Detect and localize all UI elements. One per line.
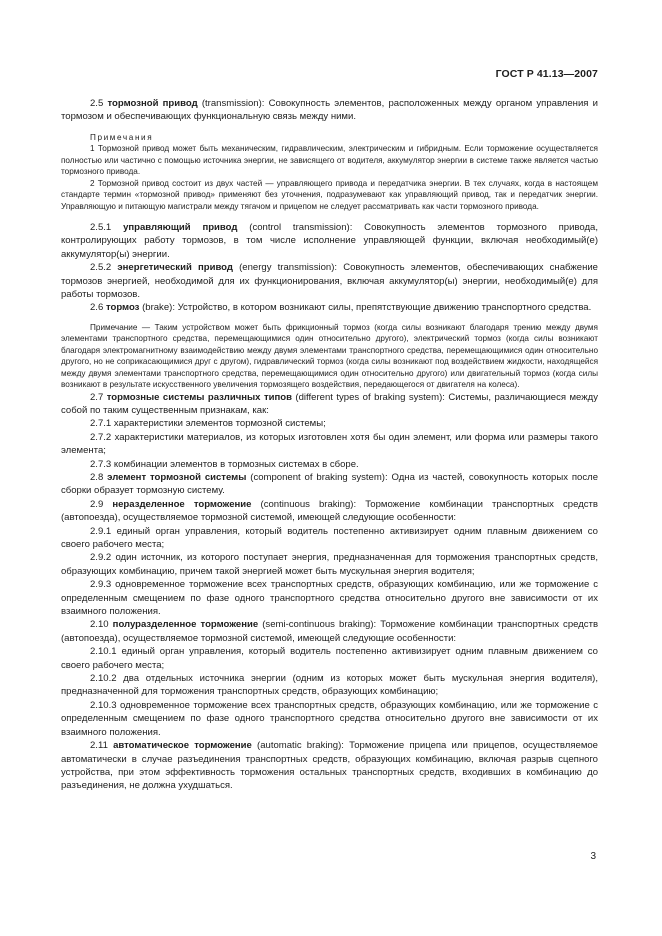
clause-number: 2.8 [90, 471, 108, 483]
clause-number: 2.7.3 [90, 458, 114, 470]
note-paragraph [61, 178, 598, 212]
clause-number: Примечания [90, 132, 154, 142]
clause-number: 2.9 [90, 498, 113, 510]
clause-number: 2.5 [90, 98, 108, 109]
paragraph-text: комбинации элементов в тормозных системах в сборе. [113, 458, 359, 470]
term-definition-title: элемент тормозной системы [107, 471, 247, 483]
clause-paragraph [61, 301, 598, 314]
clause-paragraph [61, 525, 598, 552]
paragraph-text: два отдельных источника энергии (одним из которых может быть мускульная энергия водителя), предназначенной для торможения транспортных средств, образующих комбинацию; [61, 673, 598, 698]
paragraph-text: (different types of braking system): Системы, различающиеся между собой по таким существенным признакам, как: [61, 391, 598, 416]
clause-paragraph [61, 391, 598, 418]
paragraph-text: (automatic braking): Торможение прицепа или прицепов, осуществляемое автоматически в случае разъединения транспортных средств, образующих комбинацию, включая разрыв сцепного устройства, при этом эффективность торможения остальных транспортных средств, входивших в комбинацию до разъединения, не должна ухудшаться. [61, 740, 598, 792]
paragraph-text: (brake): Устройство, в котором возникают силы, препятствующие движению транспортного средства. [139, 302, 592, 314]
paragraph-text: характеристики материалов, из которых изготовлен хотя бы один элемент, или форма или размеры такого элемента; [61, 431, 599, 457]
paragraph-text: (transmission): Совокупность элементов, расположенных между органом управления и тормозом и обеспечивающих функциональную связь между ними. [61, 98, 598, 123]
clause-number: 2.5.2 [90, 262, 118, 274]
term-definition-title: полуразделенное торможение [112, 619, 259, 631]
clause-number: 2.7 [90, 391, 107, 403]
clause-number: Примечание — [90, 322, 155, 332]
paragraph-text: единый орган управления, который водитель постепенно активизирует одним плавным движением со своего рабочего места; [61, 525, 598, 551]
clause-number: 2.9.1 [90, 525, 117, 537]
note-paragraph [61, 322, 598, 391]
paragraph-text: единый орган управления, который водитель постепенно активизирует одним плавным движением со своего рабочего места; [61, 646, 598, 671]
paragraph-text: один источник, из которого поступает энергия, предназначенная для торможения транспортных средств, образующих комбинацию, причем такой энергией может быть мускульная энергия водителя; [61, 552, 598, 577]
clause-paragraph [61, 618, 598, 645]
clause-number: 2.9.3 [90, 579, 116, 591]
clause-number: 2.10 [90, 619, 113, 631]
clause-paragraph [61, 471, 598, 498]
clause-paragraph [61, 458, 598, 471]
clause-paragraph [61, 221, 598, 261]
clause-number: 2.6 [90, 302, 106, 314]
term-definition-title: тормозные системы различных типов [106, 391, 292, 403]
clause-paragraph [61, 261, 598, 301]
paragraph-text: одновременное торможение всех транспортных средств, образующих комбинацию, или же торможение с определенным смещением по фазе одного транспортного средства относительно другого вне зависимости от их взаимного положения. [61, 579, 598, 618]
clause-paragraph [61, 431, 598, 458]
clause-paragraph [61, 551, 598, 578]
paragraph-text: характеристики элементов тормозной системы; [113, 418, 326, 430]
clause-paragraph [61, 699, 598, 739]
clause-number: 2.10.1 [90, 646, 122, 658]
paragraph-text: (energy transmission): Совокупность элементов, обеспечивающих снабжение тормозов энергией, необходимой для их функционирования, включая аккумулятор(ы) энергии, необходимый(е) для работы тормозов. [61, 262, 598, 301]
clause-paragraph [61, 739, 598, 793]
clause-number: 2 [90, 178, 98, 188]
term-definition-title: управляющий привод [123, 221, 238, 233]
clause-number: 2.11 [90, 740, 114, 752]
document-body [61, 97, 598, 793]
paragraph-text: (continuous braking): Торможение комбинации транспортных средств (автопоезда), осуществляемое тормозной системой, имеющей следующие особенности: [61, 498, 598, 524]
clause-number: 2.9.2 [90, 552, 116, 564]
clause-paragraph [61, 578, 598, 618]
term-definition-title: тормозной привод [107, 98, 198, 109]
term-definition-title: автоматическое торможение [113, 740, 252, 752]
term-definition-title: тормоз [105, 302, 140, 314]
clause-paragraph [61, 417, 598, 430]
clause-number: 2.7.1 [90, 418, 114, 430]
note-paragraph [61, 143, 598, 177]
clause-paragraph [61, 645, 598, 672]
paragraph-text: Тормозной привод может быть механическим, гидравлическим, электрическим и гибридным. Если торможение осуществляется полностью или частично с помощью источника энергии, не зависящего от водителя, аккумулятор энергии в системе также является частью тормозного привода. [61, 144, 598, 177]
paragraph-text: (semi-continuous braking): Торможение комбинации транспортных средств (автопоезда), осуществляемое тормозной системой, имеющей следующие особенности: [61, 619, 599, 644]
clause-number: 2.7.2 [90, 431, 115, 443]
paragraph-text: Таким устройством может быть фрикционный тормоз (когда силы возникают благодаря трению между двумя элементами транспортного средства, перемещающимися один относительно другого), электрический тормоз (когда силы возникают благодаря электромагнитному взаимодействию между двумя элементами транспортного средства, перемещающимися один относительно другого, но не соприкасающимися друг с другом), гидравлический тормоз (когда силы возникают под воздействием жидкости, находящейся между двумя элементами транспортного средства, перемещающимися один относительно другого) или двигательный тормоз (когда силы возникают в результате искусственного увеличения тормозящего воздействия, передающегося от двигателя на колеса). [61, 322, 598, 390]
paragraph-text: Тормозной привод состоит из двух частей — управляющего привода и передатчика энергии. В тех случаях, когда в настоящем стандарте термин «тормозной привод» применяют без уточнения, подразумевают как управляющий привод, так и передатчик энергии. Управляющую и питающую магистрали между тягачом и прицепом не следует рассматривать как части тормозного привода. [61, 178, 598, 211]
note-paragraph [61, 132, 598, 143]
paragraph-text: одновременное торможение всех транспортных средств, образующих комбинацию, или же торможение с определенным смещением по фазе одного транспортного средства относительно другого вне зависимости от их взаимного положения. [61, 699, 598, 738]
paragraph-text: (control transmission): Совокупность элементов тормозного привода, контролирующих работу тормозов, в том числе исполнение управляющей функции, включая необходимый(е) аккумулятор(ы) энергии. [61, 221, 599, 260]
term-definition-title: неразделенное торможение [112, 498, 252, 510]
document-code-header: ГОСТ Р 41.13—2007 [495, 68, 598, 80]
clause-number: 1 [90, 144, 98, 154]
clause-number: 2.5.1 [90, 221, 124, 233]
clause-number: 2.10.3 [90, 699, 120, 711]
clause-paragraph [61, 672, 598, 699]
page-number: 3 [590, 851, 596, 862]
clause-number: 2.10.2 [90, 673, 124, 685]
term-definition-title: энергетический привод [117, 262, 233, 274]
clause-paragraph [61, 498, 598, 525]
paragraph-text: (component of braking system): Одна из частей, совокупность которых после сборки образует тормозную систему. [61, 471, 599, 497]
clause-paragraph [61, 97, 598, 124]
